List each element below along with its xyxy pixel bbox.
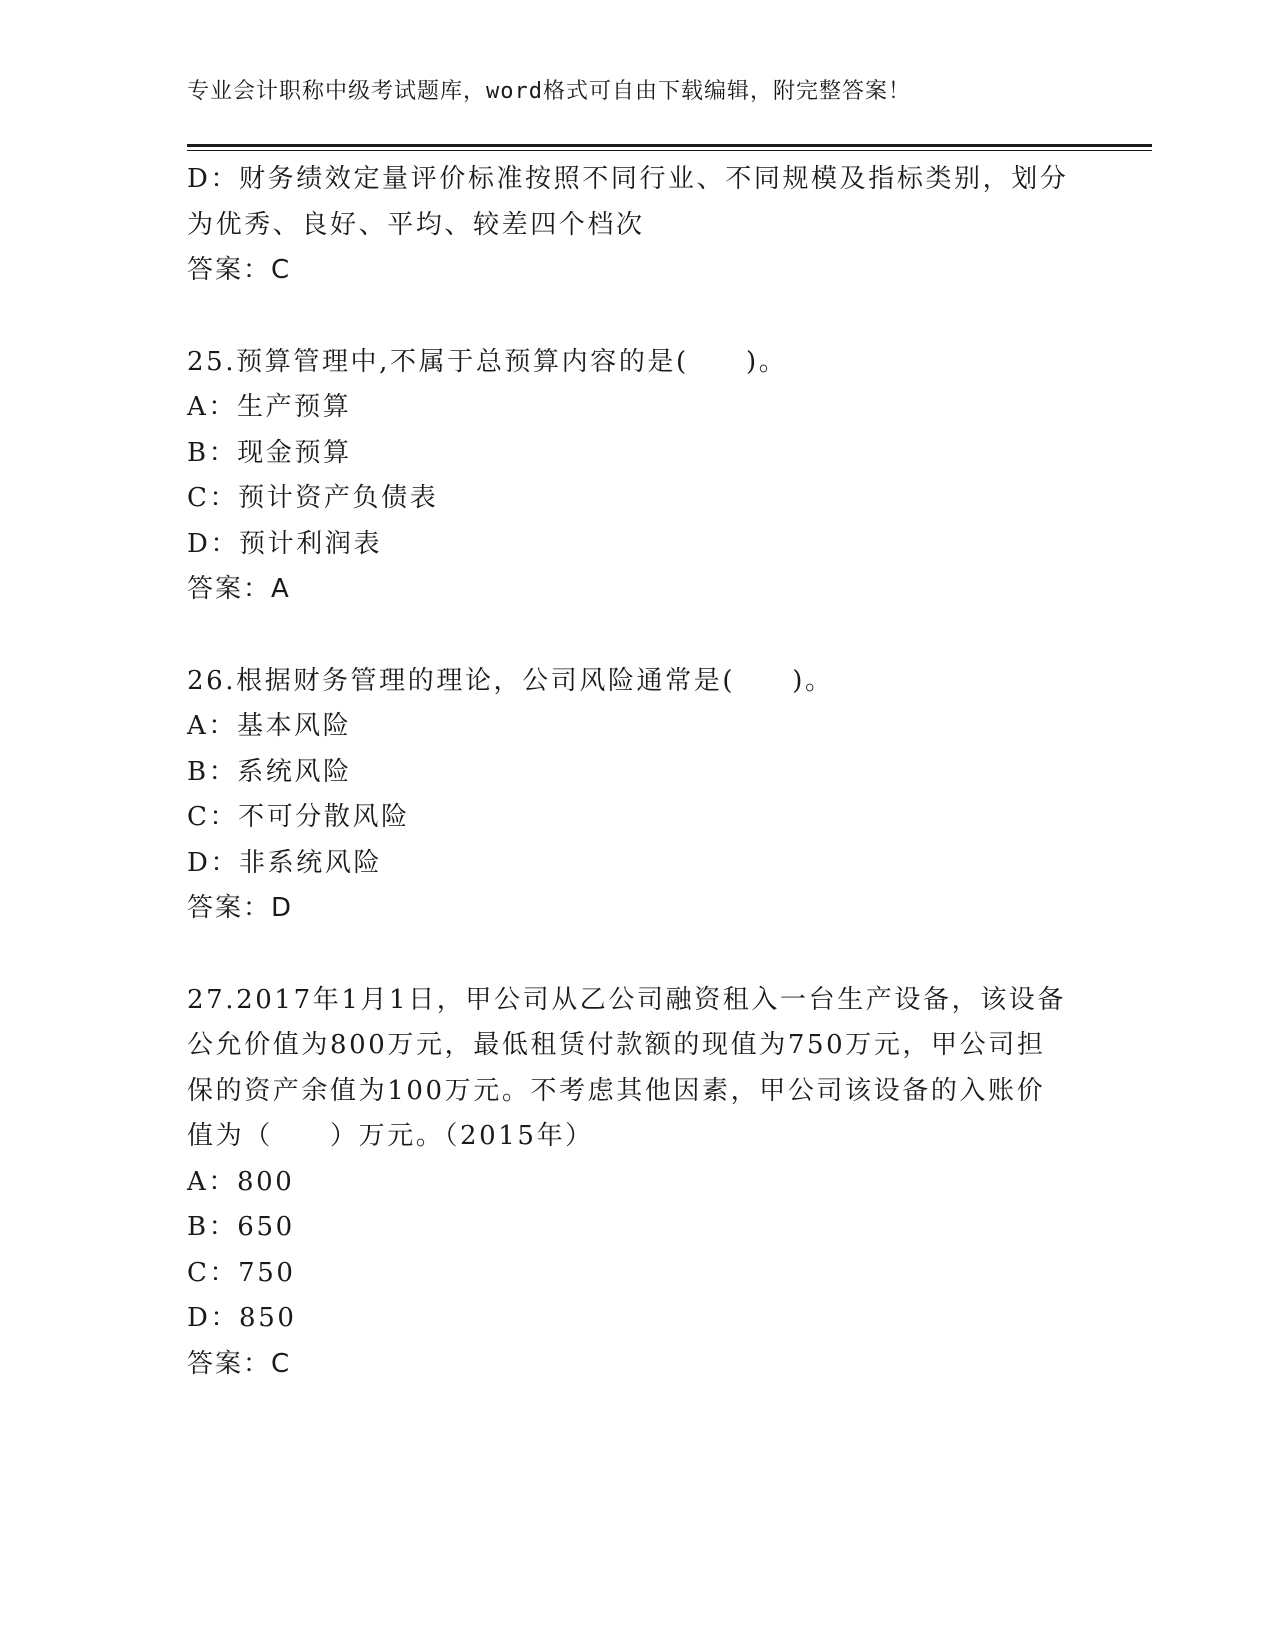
header-rule-thick [187, 144, 1152, 147]
question-27-option-a: A：800 [187, 1166, 295, 1197]
question-26-option-c: C：不可分散风险 [187, 802, 410, 832]
question-27-stem-line-1: 27.2017年1月1日，甲公司从乙公司融资租入一台生产设备，该设备 [187, 984, 1067, 1015]
spacer [187, 294, 1087, 340]
question-25-option-b: B：现金预算 [187, 437, 352, 468]
question-26-option-d: D：非系统风险 [187, 847, 383, 878]
prev-option-d-line-1: D：财务绩效定量评价标准按照不同行业、不同规模及指标类别，划分 [187, 164, 1069, 194]
question-27-stem-line-4: 值为（ ）万元。（2015年） [187, 1121, 594, 1151]
question-25-stem: 25.预算管理中,不属于总预算内容的是( )。 [187, 346, 788, 377]
question-25-option-a: A：生产预算 [187, 392, 352, 422]
prev-answer: 答案：C [187, 255, 292, 285]
question-content [187, 157, 1087, 1387]
question-25-option-c: C：预计资产负债表 [187, 483, 439, 513]
question-27-option-b: B：650 [187, 1212, 295, 1242]
question-25-option-d: D：预计利润表 [187, 528, 383, 559]
question-26-option-b: B：系统风险 [187, 756, 352, 787]
spacer [187, 932, 1087, 978]
question-27-option-c: C：750 [187, 1257, 296, 1288]
spacer [187, 613, 1087, 659]
question-26-option-a: A：基本风险 [187, 711, 352, 741]
question-25-answer: 答案：A [187, 574, 291, 604]
header-rule-thin [187, 150, 1152, 151]
question-26-stem: 26.根据财务管理的理论，公司风险通常是( )。 [187, 665, 834, 696]
question-27-stem-line-3: 保的资产余值为100万元。不考虑其他因素，甲公司该设备的入账价 [187, 1075, 1046, 1106]
question-26-answer: 答案：D [187, 893, 294, 923]
prev-option-d-line-2: 为优秀、良好、平均、较差四个档次 [187, 209, 645, 240]
question-27-stem-line-2: 公允价值为800万元，最低租赁付款额的现值为750万元，甲公司担 [187, 1030, 1046, 1060]
page-header: 专业会计职称中级考试题库，word格式可自由下载编辑，附完整答案！ [187, 79, 911, 104]
question-27-answer: 答案：C [187, 1348, 292, 1379]
question-27-option-d: D：850 [187, 1303, 297, 1333]
